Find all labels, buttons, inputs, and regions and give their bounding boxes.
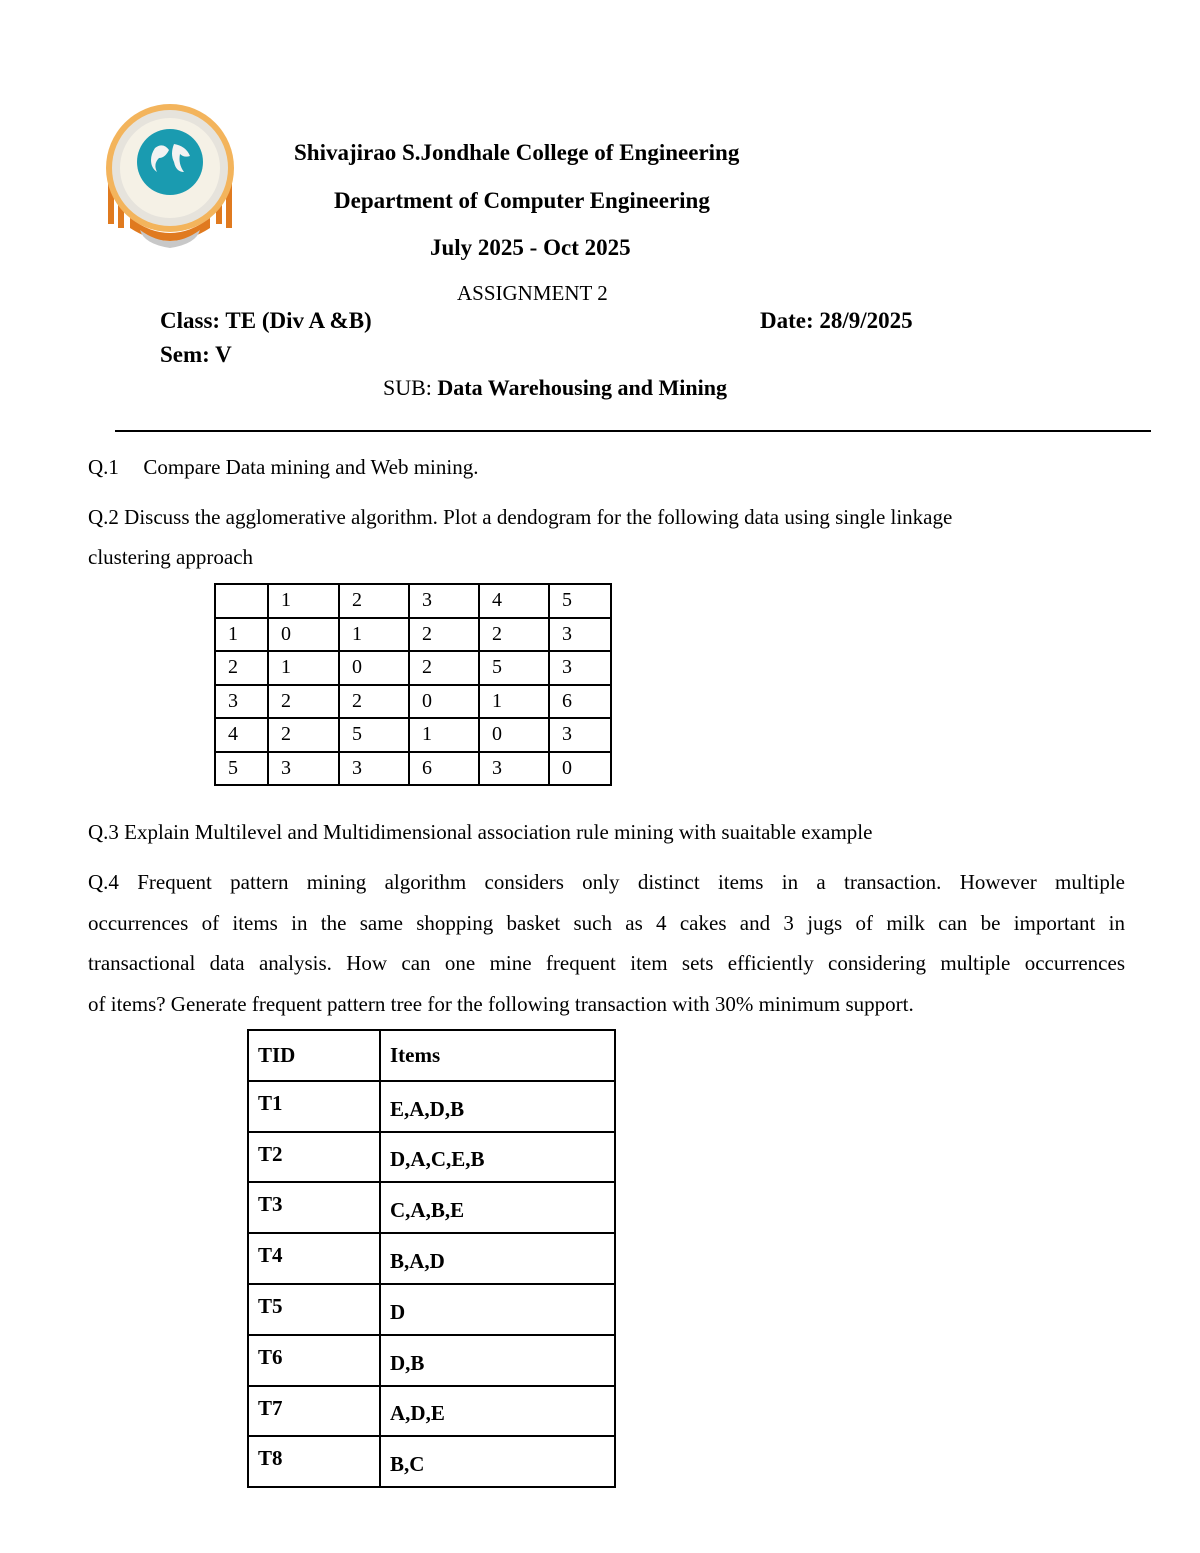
table-cell: 4 (479, 584, 549, 618)
column-header-items: Items (380, 1030, 615, 1081)
table-row (215, 752, 611, 786)
table-cell: 2 (339, 685, 409, 719)
table-row (248, 1081, 615, 1132)
table-header-row (248, 1030, 615, 1081)
question-1-number: Q.1 (88, 455, 119, 479)
table-row (215, 618, 611, 652)
table-cell: 1 (268, 651, 339, 685)
class-info: Class: TE (Div A &B) (160, 308, 372, 333)
table-cell: 2 (409, 618, 479, 652)
question-4 (88, 862, 1125, 1024)
college-logo (100, 100, 240, 250)
table-cell: 3 (268, 752, 339, 786)
items-cell: E,A,D,B (380, 1081, 615, 1132)
distance-matrix-table (214, 583, 612, 786)
items-cell: D (380, 1284, 615, 1335)
semester-info: Sem: V (160, 342, 232, 367)
assignment-title: ASSIGNMENT 2 (457, 281, 608, 305)
table-row (215, 685, 611, 719)
table-cell: 5 (479, 651, 549, 685)
question-3: Q.3 Explain Multilevel and Multidimensional association rule mining with suaitable example (88, 820, 873, 844)
question-4-line-3: transactional data analysis. How can one mine frequent item sets efficiently considering multiple occurrences (88, 951, 1125, 975)
tid-cell: T6 (248, 1335, 380, 1386)
items-cell: C,A,B,E (380, 1182, 615, 1233)
table-cell: 6 (549, 685, 611, 719)
subject-name: Data Warehousing and Mining (437, 375, 727, 400)
table-cell: 1 (479, 685, 549, 719)
question-2-line-1: Q.2 Discuss the agglomerative algorithm. Plot a dendogram for the following data using single linkage (88, 505, 953, 529)
subject-label: SUB: (383, 375, 432, 400)
question-4-line-4: of items? Generate frequent pattern tree for the following transaction with 30% minimum support. (88, 991, 914, 1016)
tid-cell: T2 (248, 1132, 380, 1183)
tid-cell: T1 (248, 1081, 380, 1132)
table-cell: 2 (339, 584, 409, 618)
table-cell: 1 (409, 718, 479, 752)
table-cell: 0 (409, 685, 479, 719)
table-cell: 2 (215, 651, 268, 685)
transaction-table (247, 1029, 616, 1488)
table-cell: 3 (549, 651, 611, 685)
items-cell: D,B (380, 1335, 615, 1386)
subject-line (383, 375, 727, 401)
table-cell: 2 (268, 685, 339, 719)
tid-cell: T8 (248, 1436, 380, 1487)
items-cell: D,A,C,E,B (380, 1132, 615, 1183)
column-header-tid: TID (248, 1030, 380, 1081)
question-4-line-1: Q.4 Frequent pattern mining algorithm considers only distinct items in a transaction. However multiple (88, 870, 1125, 894)
department-name: Department of Computer Engineering (334, 188, 710, 213)
table-cell: 3 (409, 584, 479, 618)
table-cell: 4 (215, 718, 268, 752)
table-cell: 3 (339, 752, 409, 786)
header-divider (115, 430, 1151, 432)
items-cell: A,D,E (380, 1386, 615, 1437)
table-cell: 3 (549, 618, 611, 652)
table-header-row (215, 584, 611, 618)
table-cell: 2 (409, 651, 479, 685)
table-row (215, 718, 611, 752)
table-cell: 3 (479, 752, 549, 786)
table-cell: 0 (339, 651, 409, 685)
question-2-line-2: clustering approach (88, 545, 254, 569)
table-row (248, 1284, 615, 1335)
date-info: Date: 28/9/2025 (760, 308, 913, 333)
table-row (248, 1182, 615, 1233)
table-cell: 1 (339, 618, 409, 652)
tid-cell: T5 (248, 1284, 380, 1335)
table-cell: 3 (215, 685, 268, 719)
term: July 2025 - Oct 2025 (430, 235, 631, 260)
table-cell: 0 (479, 718, 549, 752)
question-1-text: Compare Data mining and Web mining. (143, 455, 479, 479)
college-name: Shivajirao S.Jondhale College of Engineering (294, 140, 740, 165)
table-row (215, 651, 611, 685)
items-cell: B,C (380, 1436, 615, 1487)
table-cell (215, 584, 268, 618)
table-cell: 2 (479, 618, 549, 652)
items-cell: B,A,D (380, 1233, 615, 1284)
question-1 (88, 447, 478, 487)
table-row (248, 1386, 615, 1437)
table-row (248, 1233, 615, 1284)
table-cell: 5 (549, 584, 611, 618)
table-cell: 2 (268, 718, 339, 752)
tid-cell: T7 (248, 1386, 380, 1437)
table-cell: 1 (215, 618, 268, 652)
table-cell: 6 (409, 752, 479, 786)
table-cell: 3 (549, 718, 611, 752)
table-row (248, 1132, 615, 1183)
table-cell: 1 (268, 584, 339, 618)
tid-cell: T3 (248, 1182, 380, 1233)
table-cell: 0 (549, 752, 611, 786)
table-row (248, 1436, 615, 1487)
table-cell: 0 (268, 618, 339, 652)
table-cell: 5 (215, 752, 268, 786)
tid-cell: T4 (248, 1233, 380, 1284)
question-4-line-2: occurrences of items in the same shopping basket such as 4 cakes and 3 jugs of milk can be important in (88, 910, 1125, 935)
table-cell: 5 (339, 718, 409, 752)
table-row (248, 1335, 615, 1386)
